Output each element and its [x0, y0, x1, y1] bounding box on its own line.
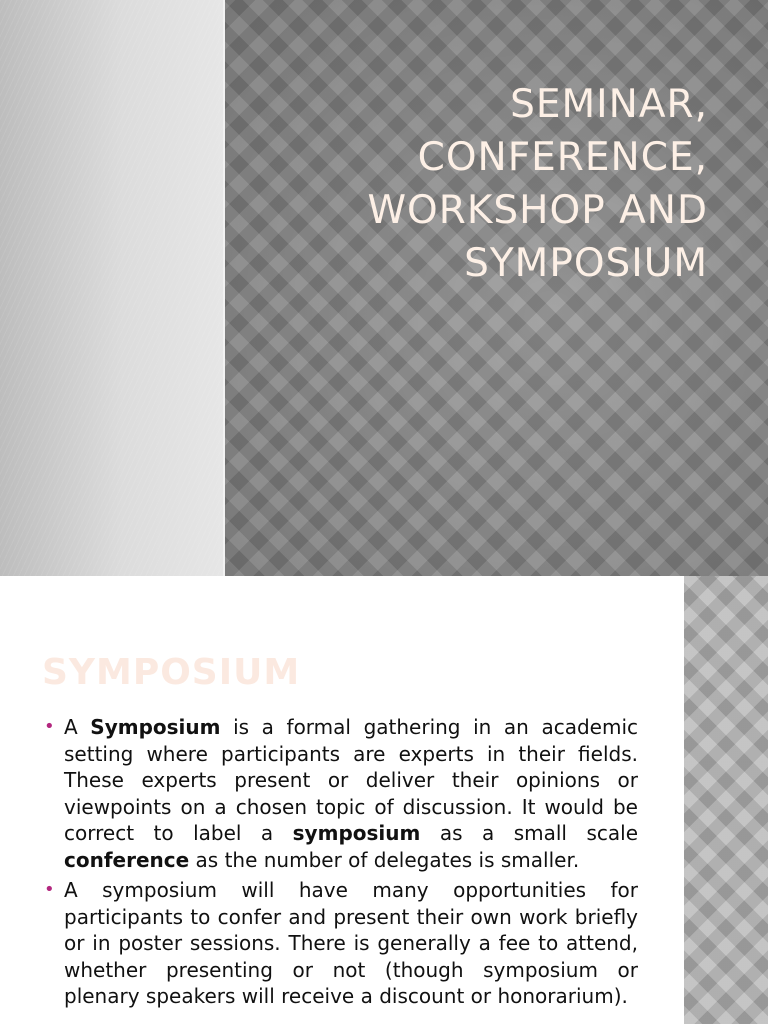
slide-title: SEMINAR, CONFERENCE, WORKSHOP AND SYMPOSIUM [367, 82, 708, 286]
left-texture-band [0, 0, 223, 576]
bullet-list [42, 714, 638, 1014]
bullet-item [42, 714, 638, 873]
bullet-emphasis: symposium [292, 821, 421, 845]
bullet-icon: • [44, 879, 55, 900]
bullet-text: A symposium will have many opportunities for participants to confer and present their own work briefly or in poster sessions. There is generally a fee to attend, whether presenting or not (though symposium or plenary speakers will receive a discount or honorarium). [64, 878, 638, 1008]
bullet-emphasis: Symposium [90, 715, 221, 739]
side-texture-strip [684, 576, 768, 1024]
bullet-text: is a formal gathering in an academic setting where participants are experts in their fields. These experts present or deliver their opinions or viewpoints on a chosen topic of discussion. It would be correct to label a [64, 715, 639, 845]
bullet-text: A [64, 715, 91, 739]
bullet-text: as the number of delegates is smaller. [189, 847, 580, 872]
bullet-emphasis: conference [64, 847, 190, 872]
bullet-icon: • [44, 716, 55, 737]
content-slide [0, 576, 768, 1024]
bullet-text: as a small scale [420, 821, 638, 845]
bullet-item [42, 877, 638, 1010]
slide-heading: SYMPOSIUM [42, 652, 301, 693]
